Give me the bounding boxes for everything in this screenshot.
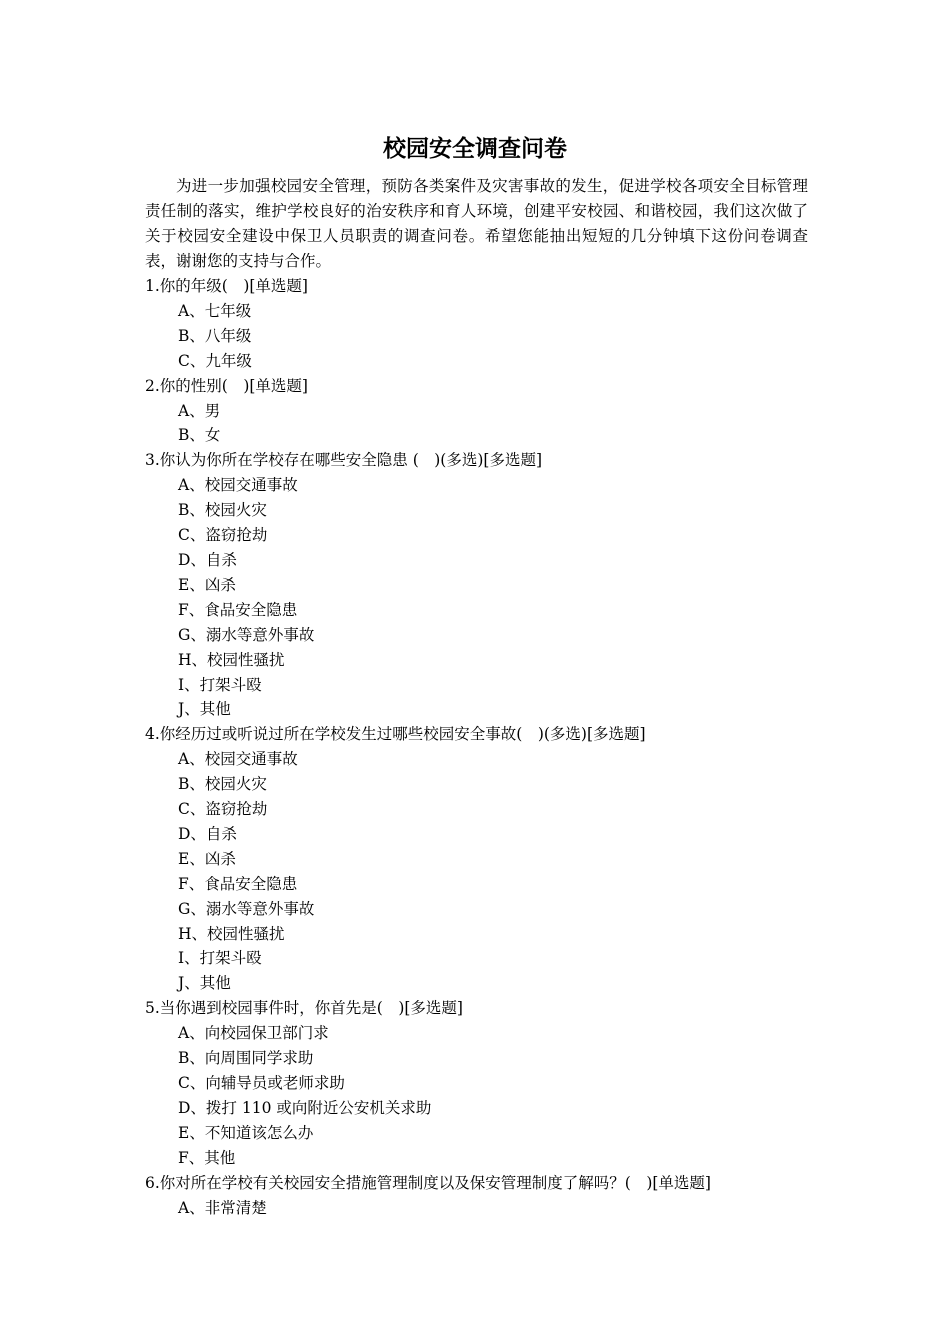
question-3-option-c: C、盗窃抢劫	[178, 526, 268, 545]
question-4-option-c: C、盗窃抢劫	[178, 800, 268, 819]
question-3-option-h: H、校园性骚扰	[178, 650, 285, 669]
question-2-option-a: A、男	[178, 401, 221, 420]
question-list	[145, 274, 808, 1220]
question-5-option-f: F、其他	[178, 1148, 236, 1167]
question-4-option-e: E、凶杀	[178, 849, 236, 868]
question-3-option-a: A、校园交通事故	[178, 476, 298, 495]
question-4-title: 4.你经历过或听说过所在学校发生过哪些校园安全事故( )(多选)[多选题]	[145, 725, 646, 744]
question-4-option-d: D、自杀	[178, 824, 237, 843]
question-3-option-b: B、校园火灾	[178, 501, 267, 520]
question-3-option-g: G、溺水等意外事故	[178, 625, 315, 644]
question-4-option-a: A、校园交通事故	[178, 750, 298, 769]
question-5-title: 5.当你遇到校园事件时，你首先是( )[多选题]	[145, 999, 463, 1018]
question-3-option-i: I、打架斗殴	[178, 675, 262, 694]
question-4-option-b: B、校园火灾	[178, 775, 267, 794]
question-2-option-b: B、女	[178, 426, 221, 445]
question-3-option-j: J、其他	[178, 700, 231, 719]
question-6-title: 6.你对所在学校有关校园安全措施管理制度以及保安管理制度了解吗？( )[单选题]	[145, 1173, 711, 1192]
question-4-option-f: F、食品安全隐患	[178, 874, 298, 893]
question-5-option-c: C、向辅导员或老师求助	[178, 1074, 345, 1092]
question-1-option-c: C、九年级	[178, 351, 252, 370]
question-5-option-e: E、不知道该怎么办	[178, 1123, 314, 1142]
question-6-option-a: A、非常清楚	[178, 1198, 267, 1217]
question-1-option-a: A、七年级	[178, 301, 252, 320]
question-4-option-g: G、溺水等意外事故	[178, 899, 315, 918]
question-5-option-d: D、拨打 110 或向附近公安机关求助	[178, 1098, 432, 1117]
question-5-option-a: A、向校园保卫部门求	[178, 1024, 329, 1043]
question-1-option-b: B、八年级	[178, 326, 252, 345]
question-4-option-j: J、其他	[178, 974, 231, 993]
question-5-option-b: B、向周围同学求助	[178, 1049, 314, 1068]
question-1-title: 1.你的年级( )[单选题]	[145, 277, 308, 295]
question-2-title: 2.你的性别( )[单选题]	[145, 376, 308, 395]
question-3-option-f: F、食品安全隐患	[178, 600, 298, 619]
intro-paragraph: 为进一步加强校园安全管理，预防各类案件及灾害事故的发生，促进学校各项安全目标管理责任制的落实，维护学校良好的治安秩序和育人环境，创建平安校园、和谐校园，我们这次做了关于校园安全建设中保卫人员职责的调查问卷。希望您能抽出短短的几分钟填下这份问卷调查表，谢谢您的支持与合作。	[145, 177, 808, 270]
question-3-option-d: D、自杀	[178, 550, 237, 569]
question-4-option-h: H、校园性骚扰	[178, 924, 285, 943]
question-4-option-i: I、打架斗殴	[178, 949, 262, 968]
question-3-option-e: E、凶杀	[178, 575, 236, 594]
document-title: 校园安全调查问卷	[383, 136, 567, 162]
question-3-title: 3.你认为你所在学校存在哪些安全隐患 ( )(多选)[多选题]	[145, 451, 542, 470]
